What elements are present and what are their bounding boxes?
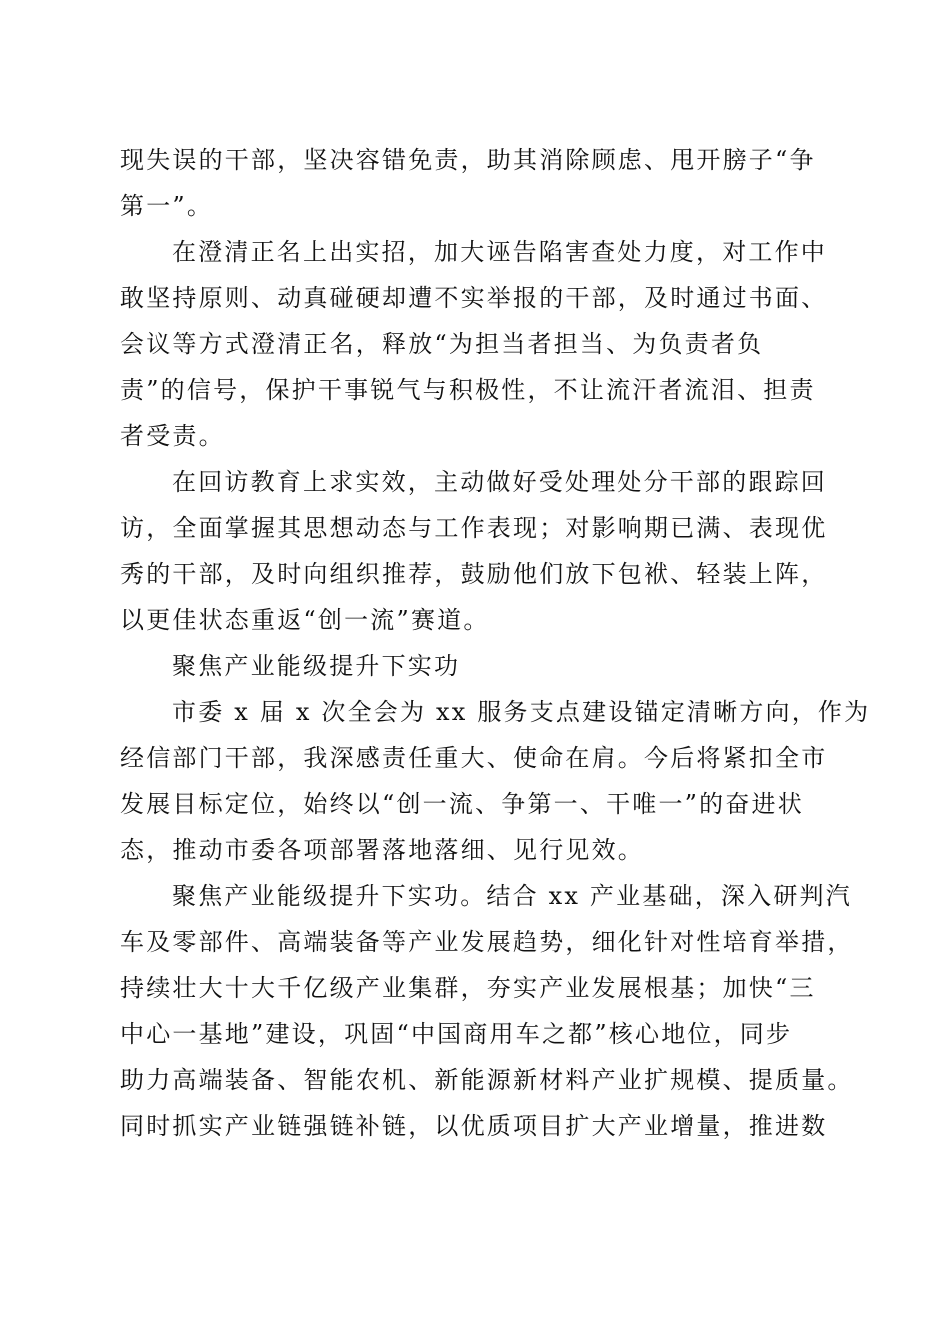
- text-line: 敢坚持原则、动真碰硬却遭不实举报的干部，及时通过书面、: [120, 284, 828, 312]
- text-line: 经信部门干部，我深感责任重大、使命在肩。今后将紧扣全市: [120, 744, 828, 772]
- text-line: 第一”。: [120, 192, 214, 220]
- text-line: 中心一基地”建设，巩固“中国商用车之都”核心地位，同步: [120, 1020, 793, 1048]
- text-line: 访，全面掌握其思想动态与工作表现；对影响期已满、表现优: [120, 514, 828, 542]
- text-line: 发展目标定位，始终以“创一流、争第一、干唯一”的奋进状: [120, 790, 804, 818]
- text-line: 者受责。: [120, 422, 225, 450]
- text-line: 态，推动市委各项部署落地落细、见行见效。: [120, 836, 644, 864]
- text-line: 会议等方式澄清正名，释放“为担当者担当、为负责者负: [120, 330, 764, 358]
- text-line: 车及零部件、高端装备等产业发展趋势，细化针对性培育举措，: [120, 928, 854, 956]
- text-line: 以更佳状态重返“创一流”赛道。: [120, 606, 490, 634]
- text-line: 责”的信号，保护干事锐气与积极性，不让流汗者流泪、担责: [120, 376, 816, 404]
- text-line: 市委 x 届 x 次全会为 xx 服务支点建设锚定清晰方向，作为: [172, 698, 871, 726]
- section-heading: 聚焦产业能级提升下实功: [172, 652, 461, 680]
- text-line: 在回访教育上求实效，主动做好受处理处分干部的跟踪回: [172, 468, 827, 496]
- text-line: 同时抓实产业链强链补链，以优质项目扩大产业增量，推进数: [120, 1112, 828, 1140]
- text-line: 聚焦产业能级提升下实功。结合 xx 产业基础，深入研判汽: [172, 882, 852, 910]
- text-line: 秀的干部，及时向组织推荐，鼓励他们放下包袱、轻装上阵，: [120, 560, 828, 588]
- text-line: 持续壮大十大千亿级产业集群，夯实产业发展根基；加快“三: [120, 974, 816, 1002]
- text-line: 现失误的干部，坚决容错免责，助其消除顾虑、甩开膀子“争: [120, 146, 816, 174]
- text-line: 助力高端装备、智能农机、新能源新材料产业扩规模、提质量。: [120, 1066, 854, 1094]
- text-line: 在澄清正名上出实招，加大诬告陷害查处力度，对工作中: [172, 238, 827, 266]
